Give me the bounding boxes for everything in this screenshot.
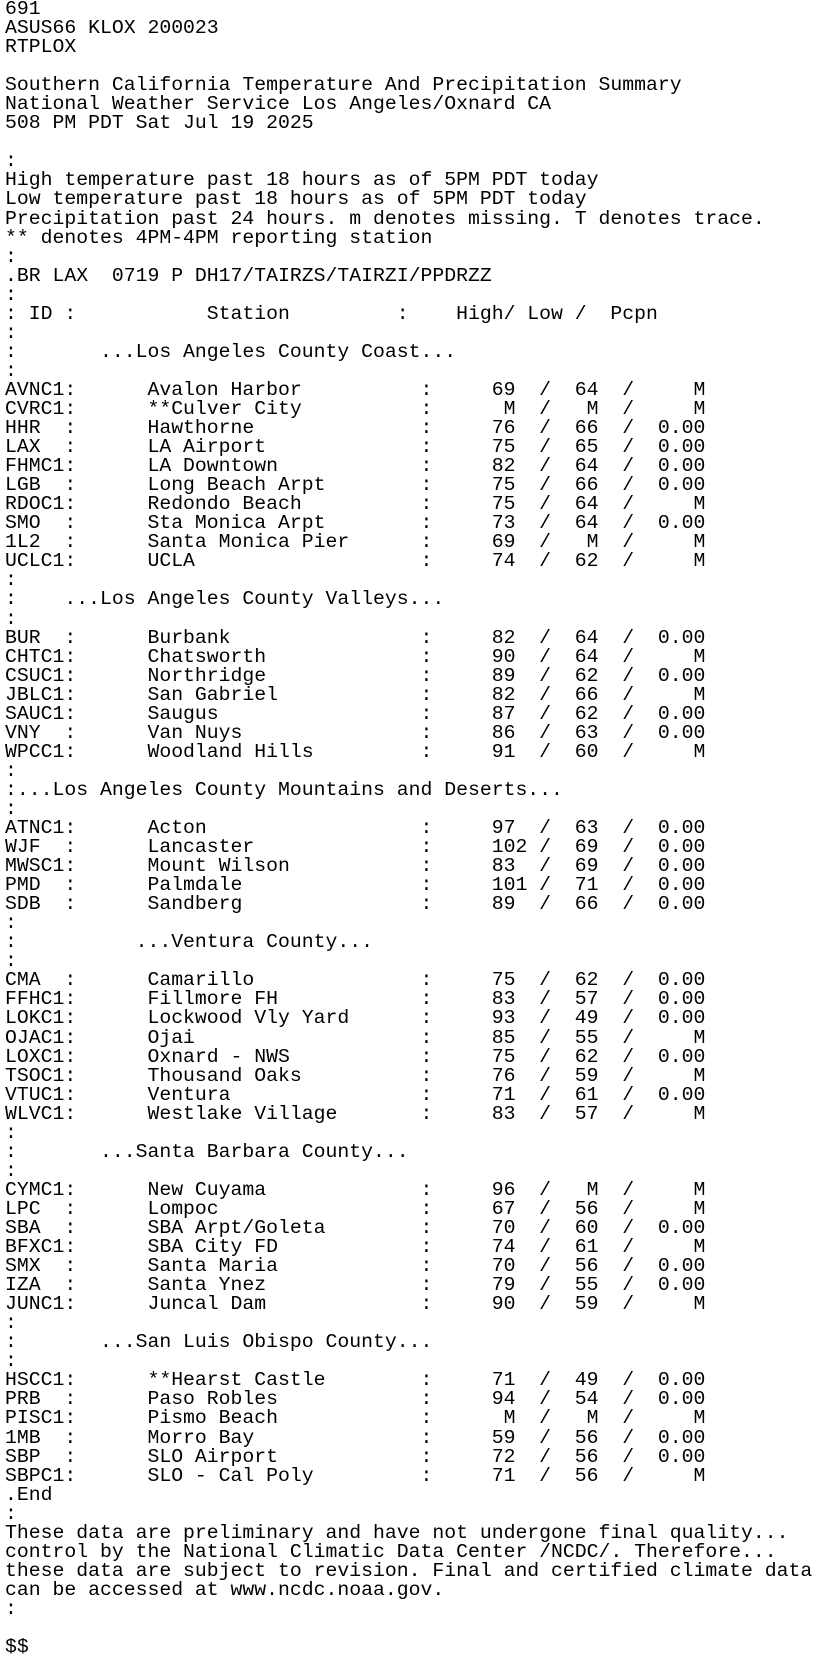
- report-line: RTPLOX: [5, 36, 77, 59]
- report-line: : ...Ventura County...: [5, 931, 373, 954]
- report-line: 691: [5, 0, 41, 20]
- report-line: : ID : Station : High/ Low / Pcpn: [5, 302, 658, 325]
- report-line: :...Los Angeles County Mountains and Deserts...: [5, 778, 563, 801]
- report-line: :: [5, 912, 17, 935]
- report-line: Southern California Temperature And Precipitation Summary: [5, 74, 682, 97]
- report-line: :: [5, 1312, 17, 1335]
- report-line: HHR : Hawthorne : 76 / 66 / 0.00: [5, 417, 706, 440]
- report-line: OJAC1: Ojai : 85 / 55 / M: [5, 1026, 706, 1049]
- report-line: HSCC1: **Hearst Castle : 71 / 49 / 0.00: [5, 1369, 706, 1392]
- report-line: .End: [5, 1483, 53, 1506]
- report-line: Precipitation past 24 hours. m denotes missing. T denotes trace.: [5, 207, 765, 230]
- report-line: .BR LAX 0719 P DH17/TAIRZS/TAIRZI/PPDRZZ: [5, 264, 492, 287]
- report-line: :: [5, 321, 17, 344]
- report-line: SAUC1: Saugus : 87 / 62 / 0.00: [5, 702, 706, 725]
- report-line: LGB : Long Beach Arpt : 75 / 66 / 0.00: [5, 474, 706, 497]
- report-line: PRB : Paso Robles : 94 / 54 / 0.00: [5, 1388, 706, 1411]
- report-line: SMX : Santa Maria : 70 / 56 / 0.00: [5, 1255, 706, 1278]
- report-line: :: [5, 359, 17, 382]
- report-line: 1L2 : Santa Monica Pier : 69 / M / M: [5, 531, 706, 554]
- report-line: these data are subject to revision. Final and certified climate data: [5, 1559, 813, 1582]
- report-line: ASUS66 KLOX 200023: [5, 17, 219, 40]
- report-line: SBA : SBA Arpt/Goleta : 70 / 60 / 0.00: [5, 1217, 706, 1239]
- report-line: FFHC1: Fillmore FH : 83 / 57 / 0.00: [5, 988, 706, 1011]
- report-line: :: [5, 245, 17, 268]
- report-line: National Weather Service Los Angeles/Oxnard CA: [5, 93, 552, 116]
- report-line: BUR : Burbank : 82 / 64 / 0.00: [5, 626, 706, 649]
- report-line: IZA : Santa Ynez : 79 / 55 / 0.00: [5, 1274, 706, 1297]
- report-line: JBLC1: San Gabriel : 82 / 66 / M: [5, 683, 706, 706]
- report-line: :: [5, 759, 17, 782]
- report-line: PISC1: Pismo Beach : M / M / M: [5, 1407, 706, 1430]
- report-line: SBPC1: SLO - Cal Poly : 71 / 56 / M: [5, 1464, 706, 1487]
- report-line: Low temperature past 18 hours as of 5PM PDT today: [5, 188, 587, 211]
- report-line: LPC : Lompoc : 67 / 56 / M: [5, 1197, 706, 1220]
- report-line: :: [5, 797, 17, 820]
- report-line: : ...Los Angeles County Valleys...: [5, 588, 445, 611]
- report-line: CVRC1: **Culver City : M / M / M: [5, 397, 706, 420]
- report-line: : ...San Luis Obispo County...: [5, 1331, 433, 1354]
- report-line: SDB : Sandberg : 89 / 66 / 0.00: [5, 893, 706, 916]
- report-line: LAX : LA Airport : 75 / 65 / 0.00: [5, 436, 706, 459]
- report-line: UCLC1: UCLA : 74 / 62 / M: [5, 550, 706, 573]
- report-line: :: [5, 1121, 17, 1144]
- report-line: VTUC1: Ventura : 71 / 61 / 0.00: [5, 1083, 706, 1106]
- report-line: [5, 1619, 826, 1638]
- report-line: ATNC1: Acton : 97 / 63 / 0.00: [5, 817, 706, 840]
- report-line: CSUC1: Northridge : 89 / 62 / 0.00: [5, 664, 706, 687]
- report-line: CHTC1: Chatsworth : 90 / 64 / M: [5, 645, 706, 668]
- report-line: FHMC1: LA Downtown : 82 / 64 / 0.00: [5, 455, 706, 478]
- report-line: AVNC1: Avalon Harbor : 69 / 64 / M: [5, 378, 706, 401]
- report-line: TSOC1: Thousand Oaks : 76 / 59 / M: [5, 1064, 706, 1087]
- report-line: PMD : Palmdale : 101 / 71 / 0.00: [5, 874, 706, 897]
- report-line: MWSC1: Mount Wilson : 83 / 69 / 0.00: [5, 855, 706, 878]
- report-line: ** denotes 4PM-4PM reporting station: [5, 226, 433, 249]
- report-line: can be accessed at www.ncdc.noaa.gov.: [5, 1578, 445, 1601]
- report-line: LOXC1: Oxnard - NWS : 75 / 62 / 0.00: [5, 1045, 706, 1068]
- report-line: :: [5, 1350, 17, 1373]
- report-line: :: [5, 950, 17, 973]
- report-line: [5, 133, 826, 152]
- report-line: JUNC1: Juncal Dam : 90 / 59 / M: [5, 1293, 706, 1316]
- report-line: :: [5, 283, 17, 306]
- report-line: 1MB : Morro Bay : 59 / 56 / 0.00: [5, 1426, 706, 1449]
- report-line: WJF : Lancaster : 102 / 69 / 0.00: [5, 836, 706, 859]
- report-line: RDOC1: Redondo Beach : 75 / 64 / M: [5, 493, 706, 516]
- report-line: WLVC1: Westlake Village : 83 / 57 / M: [5, 1102, 706, 1125]
- report-line: :: [5, 150, 17, 173]
- report-line: : ...Los Angeles County Coast...: [5, 340, 457, 363]
- report-line: These data are preliminary and have not undergone final quality...: [5, 1521, 789, 1544]
- report-line: control by the National Climatic Data Center /NCDC/. Therefore...: [5, 1540, 777, 1563]
- report-line: :: [5, 569, 17, 592]
- report-line: VNY : Van Nuys : 86 / 63 / 0.00: [5, 721, 706, 744]
- report-line: LOKC1: Lockwood Vly Yard : 93 / 49 / 0.00: [5, 1007, 706, 1030]
- report-line: CYMC1: New Cuyama : 96 / M / M: [5, 1178, 706, 1201]
- report-line: WPCC1: Woodland Hills : 91 / 60 / M: [5, 740, 706, 763]
- report-line: :: [5, 607, 17, 630]
- report-line: $$: [5, 1636, 29, 1659]
- report-line: High temperature past 18 hours as of 5PM PDT today: [5, 169, 599, 192]
- report-line: CMA : Camarillo : 75 / 62 / 0.00: [5, 969, 706, 992]
- report-line: 508 PM PDT Sat Jul 19 2025: [5, 112, 314, 135]
- report-line: SMO : Sta Monica Arpt : 73 / 64 / 0.00: [5, 512, 706, 535]
- report-line: BFXC1: SBA City FD : 74 / 61 / M: [5, 1236, 706, 1259]
- report-line: :: [5, 1502, 17, 1525]
- report-line: : ...Santa Barbara County...: [5, 1140, 409, 1163]
- report-line: :: [5, 1597, 17, 1620]
- report-line: SBP : SLO Airport : 72 / 56 / 0.00: [5, 1445, 706, 1468]
- report-line: :: [5, 1159, 17, 1182]
